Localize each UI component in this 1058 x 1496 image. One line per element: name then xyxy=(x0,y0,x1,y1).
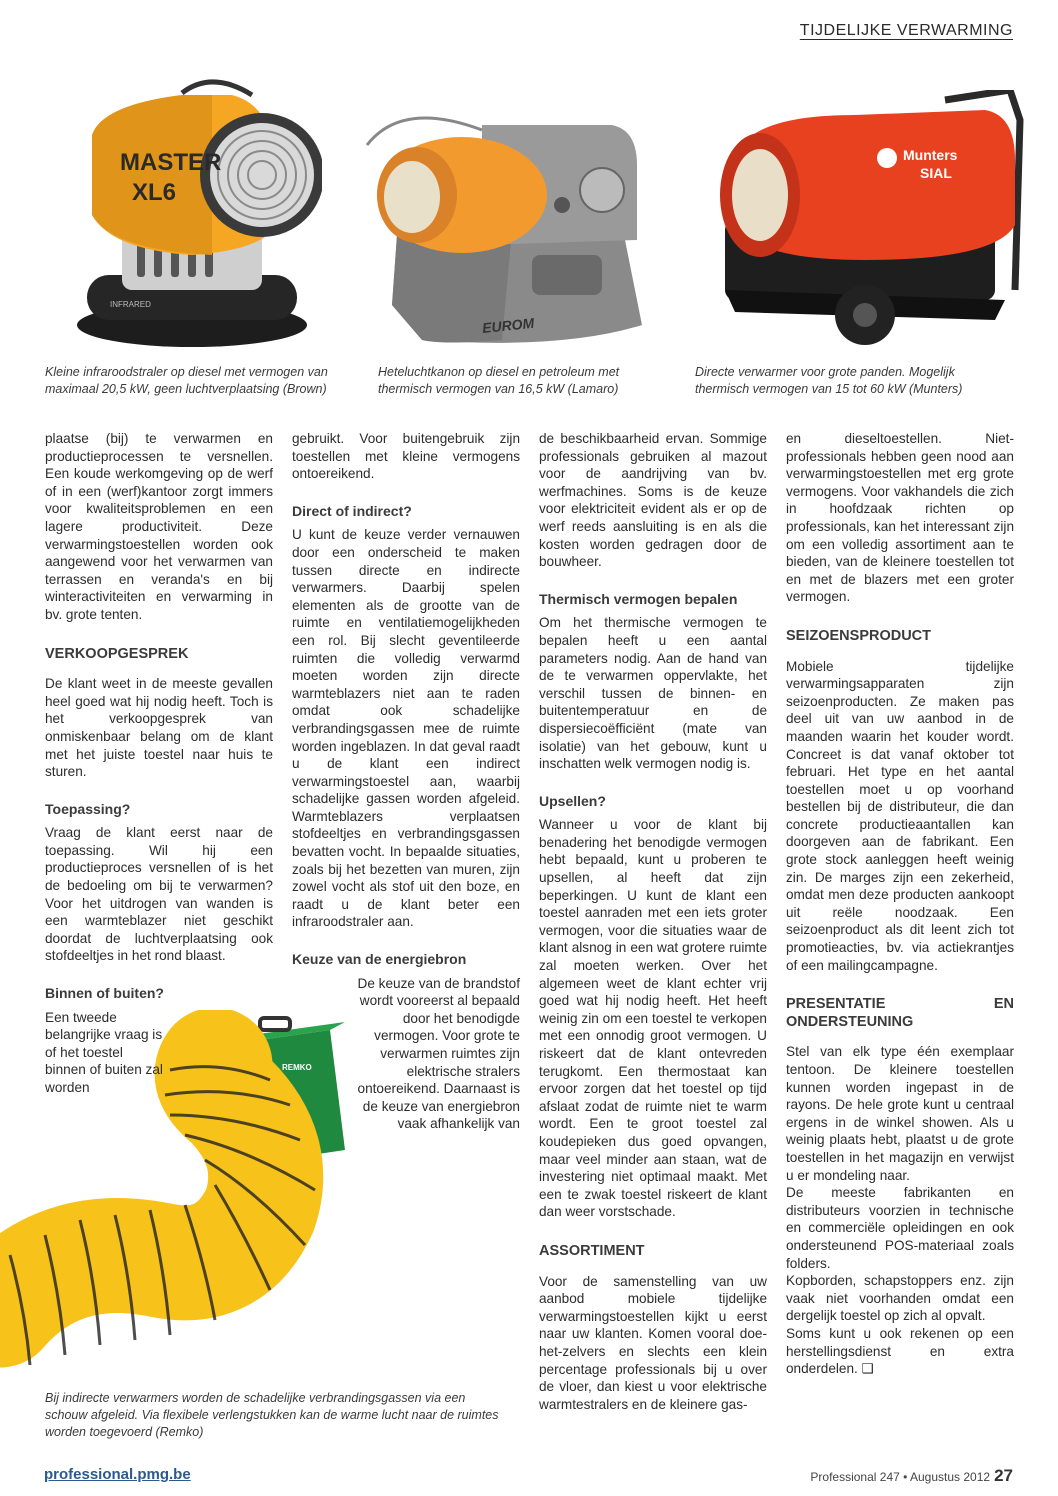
col3-paragraph-1: de beschikbaarheid ervan. Sommige professionals gebruiken al mazout voor de aandrijving van bv. werfmachines. Soms is de keuze voor elektriciteit evident als er op de werf reeds aansluiting is en als die kosten worden gedragen door de bouwheer. xyxy=(539,431,767,570)
col2-paragraph-2: U kunt de keuze verder vernauwen door een onderscheid te maken tussen directe en indirecte verwarmers. Daarbij spelen elementen als de grootte van de ruimte en ventilatiemogelijkheden een rol. Bij slecht geventileerde ruimten die volledig verwarmd moeten worden zijn directe warmteblazers niet aan te raden omdat ook schadelijke verbrandingsgassen mee de ruimte worden ingeblazen. In dat geval raadt u de klant een indirect verwarmingstoestel aan, waarbij schadelijke gassen worden afgeleid. Warmteblazers verplaatsen stofdeeltjes en verbrandingsgassen bevatten vocht. In bepaalde situaties, zoals bij het bezetten van muren, zijn zowel vocht als stof uit den boze, en raadt u de klant beter een infraroodstraler aan. xyxy=(292,527,520,930)
footer-issue xyxy=(810,1466,1013,1486)
col4-paragraph-1: en dieseltoestellen. Niet-professionals hebben geen nood aan verwarmingstoestellen met erg grote vermogens. Voor vakhandels die zich in hoofdzaak richten op professionals, kan het interessant zijn om een volledig assortiment aan te bieden, van de kleinere toestellen tot en met de blazers met een groter vermogen. xyxy=(786,431,1014,605)
munters-sub-label: SIAL xyxy=(920,165,952,181)
heading-binnen-of-buiten: Binnen of buiten? xyxy=(45,985,164,1002)
col3-paragraph-2: Om het thermische vermogen te bepalen heeft u een aantal parameters nodig. Aan de hand van de te verwarmen oppervlakte, het verschil tussen de binnen- en buitentemperatuur en de dispersiecoëfficiënt (mate van isolatie) van het gebouw, kunt u inschatten welk vermogen nodig is. xyxy=(539,615,767,772)
col2-paragraph-1: gebruikt. Voor buitengebruik zijn toestellen met kleine vermogens ontoereikend. xyxy=(292,431,520,482)
heading-toepassing: Toepassing? xyxy=(45,800,131,817)
caption-eurom: Heteluchtkanon op diesel en petroleum met thermisch vermogen van 16,5 kW (Lamaro) xyxy=(378,365,620,396)
column-3 xyxy=(539,430,767,1413)
col4-paragraph-6: Soms kunt u ook rekenen op een herstellingsdienst en extra onderdelen. xyxy=(786,1325,1014,1377)
col1-paragraph-4: Een tweede belangrijke vraag is of het toestel binnen of buiten zal worden xyxy=(45,1009,163,1095)
col1-paragraph-3: Vraag de klant eerst naar de toepassing. Wil hij een productieproces versnellen of is het de bedoeling om bij te verwarmen? Voor het uitdrogen van wanden is een warmteblazer niet geschikt doordat de luchtverplaatsing ook stofdeeltjes in het rond blaast. xyxy=(45,825,273,964)
col4-paragraph-3: Stel van elk type één exemplaar tentoon. De kleinere toestellen kunnen worden ingepast in de rayons. De hele grote kunt u centraal ergens in de winkel showen. Als u weinig plaats hebt, plaatst u de grote toestellen in het magazijn en verwijst u er mondeling naar. xyxy=(786,1044,1014,1183)
column-1 xyxy=(45,430,273,1097)
heading-verkoopgesprek: VERKOOPGESPREK xyxy=(45,645,189,662)
column-4 xyxy=(786,430,1014,1378)
caption-remko: Bij indirecte verwarmers worden de schadelijke verbrandingsgassen via een schouw afgeleid. Via flexibele verlengstukken kan de warme lucht naar de ruimtes worden toegevoerd (Remko) xyxy=(45,1391,499,1439)
master-infrared-label: INFRARED xyxy=(110,300,151,309)
section-title: TIJDELIJKE VERWARMING xyxy=(799,22,1013,39)
heading-presentatie: PRESENTATIE EN ONDERSTEUNING xyxy=(786,996,1014,1030)
caption-master: Kleine infraroodstraler op diesel met vermogen van maximaal 20,5 kW, geen luchtverplaatsing (Brown) xyxy=(45,365,328,396)
master-xl6-heater-image xyxy=(62,75,322,350)
column-2 xyxy=(292,430,520,1133)
col4-paragraph-6-wrap xyxy=(786,1325,1014,1378)
col2-paragraph-3: De keuze van de brandstof wordt vooreerst al bepaald door het benodigde vermogen. Voor grote te verwarmen ruimtes zijn elektrische stralers ontoereikend. Daarnaast is de keuze van energiebron vaak afhankelijk van xyxy=(357,975,520,1132)
end-mark-icon: ❑ xyxy=(861,1361,874,1377)
caption-munters: Directe verwarmer voor grote panden. Mogelijk thermisch vermogen van 15 tot 60 kW (Munters) xyxy=(695,365,963,396)
heading-thermisch-vermogen: Thermisch vermogen bepalen xyxy=(539,590,738,607)
munters-brand-label: Munters xyxy=(903,147,958,163)
footer-website-link[interactable]: professional.pmg.be xyxy=(44,1466,191,1483)
master-brand-label: MASTER xyxy=(120,149,222,176)
heading-direct-of-indirect: Direct of indirect? xyxy=(292,502,412,519)
eurom-heater-image xyxy=(362,105,662,350)
heading-upsellen: Upsellen? xyxy=(539,792,606,809)
col3-paragraph-3: Wanneer u voor de klant bij benadering het benodigde vermogen hebt bepaald, kunt u proberen te upsellen, al heeft dat zijn beperkingen. U kunt de klant een toestel aanraden met een iets groter vermogen, voor die situaties waar de klant alsnog in een wat grotere ruimte zal moeten werken. Over het algemeen weet de klant echter vrij goed wat hij nodig heeft. Het heeft weinig zin om een toestel te verkopen met een onnodig groot vermogen. U riskeert dat de klant ontevreden terugkomt. Een thermostaat kan ervoor zorgen dat het toestel op tijd afslaat zodat de ruimte niet te warm wordt. Een te groot toestel zal koudepieken dus goed opvangen, maar veel minder aan staan, wat de investering niet optimaal maakt. Met een te zwak toestel riskeert de klant dan weer vorstschade. xyxy=(539,817,767,1220)
heading-keuze-energiebron: Keuze van de energiebron xyxy=(292,951,467,968)
remko-brand-label: REMKO xyxy=(282,1063,312,1072)
heading-seizoensproduct: SEIZOENSPRODUCT xyxy=(786,627,932,644)
heading-assortiment: ASSORTIMENT xyxy=(539,1242,645,1259)
munters-heater-image xyxy=(715,90,1035,355)
footer-issue-text: Professional 247 • Augustus 2012 xyxy=(810,1470,991,1484)
col4-paragraph-4: De meeste fabrikanten en distributeurs voorzien in technische en commerciële opleidingen en ook ondersteunend POS-materiaal zoals folders. xyxy=(786,1185,1014,1271)
col1-paragraph-2: De klant weet in de meeste gevallen heel goed wat hij nodig heeft. Toch is het verkoopgesprek van onmiskenbaar belang om de klant met het juiste toestel naar huis te sturen. xyxy=(45,676,273,780)
col3-paragraph-4: Voor de samenstelling van uw aanbod mobiele tijdelijke verwarmingstoestellen kijkt u eerst naar uw klanten. Komen vooral doe-het-zelvers en slechts een klein percentage professionals bij u over de vloer, dan kiest u voor elektrische warmtestralers en de kleinere gas- xyxy=(539,1273,767,1412)
page-number: 27 xyxy=(994,1466,1013,1485)
col4-paragraph-2: Mobiele tijdelijke verwarmingsapparaten zijn seizoenproducten. Ze maken pas deel uit van uw aanbod in de maanden waarin het kouder wordt. Concreet is dat vanaf oktober tot februari. Het type en het aantal toestellen moet u op voorhand bestellen bij de distributeur, die dan concrete productieaantallen kan doorgeven aan de fabrikant. Een grote stock aanleggen heeft weinig zin. De marges zijn een zekerheid, omdat men deze producten aankoopt uit reële noodzaak. Een seizoenproduct als dit leent zich tot promotieacties, bv. via actiekrantjes of een mailingcampagne. xyxy=(786,658,1014,973)
col4-paragraph-5: Kopborden, schapstoppers enz. zijn vaak niet voorhanden omdat een dergelijk toestel op zich al opvalt. xyxy=(786,1273,1014,1324)
eurom-brand-label: EUROM xyxy=(481,314,535,337)
master-model-label: XL6 xyxy=(132,179,177,206)
col1-paragraph-1: plaatse (bij) te verwarmen en productieprocessen te versnellen. Een koude werkomgeving op de werf of in een (werf)kantoor zorgt immers voor kwaliteitsproblemen en een lagere productiviteit. Deze verwarmingstoestellen worden ook aangewend voor het verwarmen van terrassen en veranda's en bij winteractiviteiten en verwarming in bv. grote tenten. xyxy=(45,431,273,622)
